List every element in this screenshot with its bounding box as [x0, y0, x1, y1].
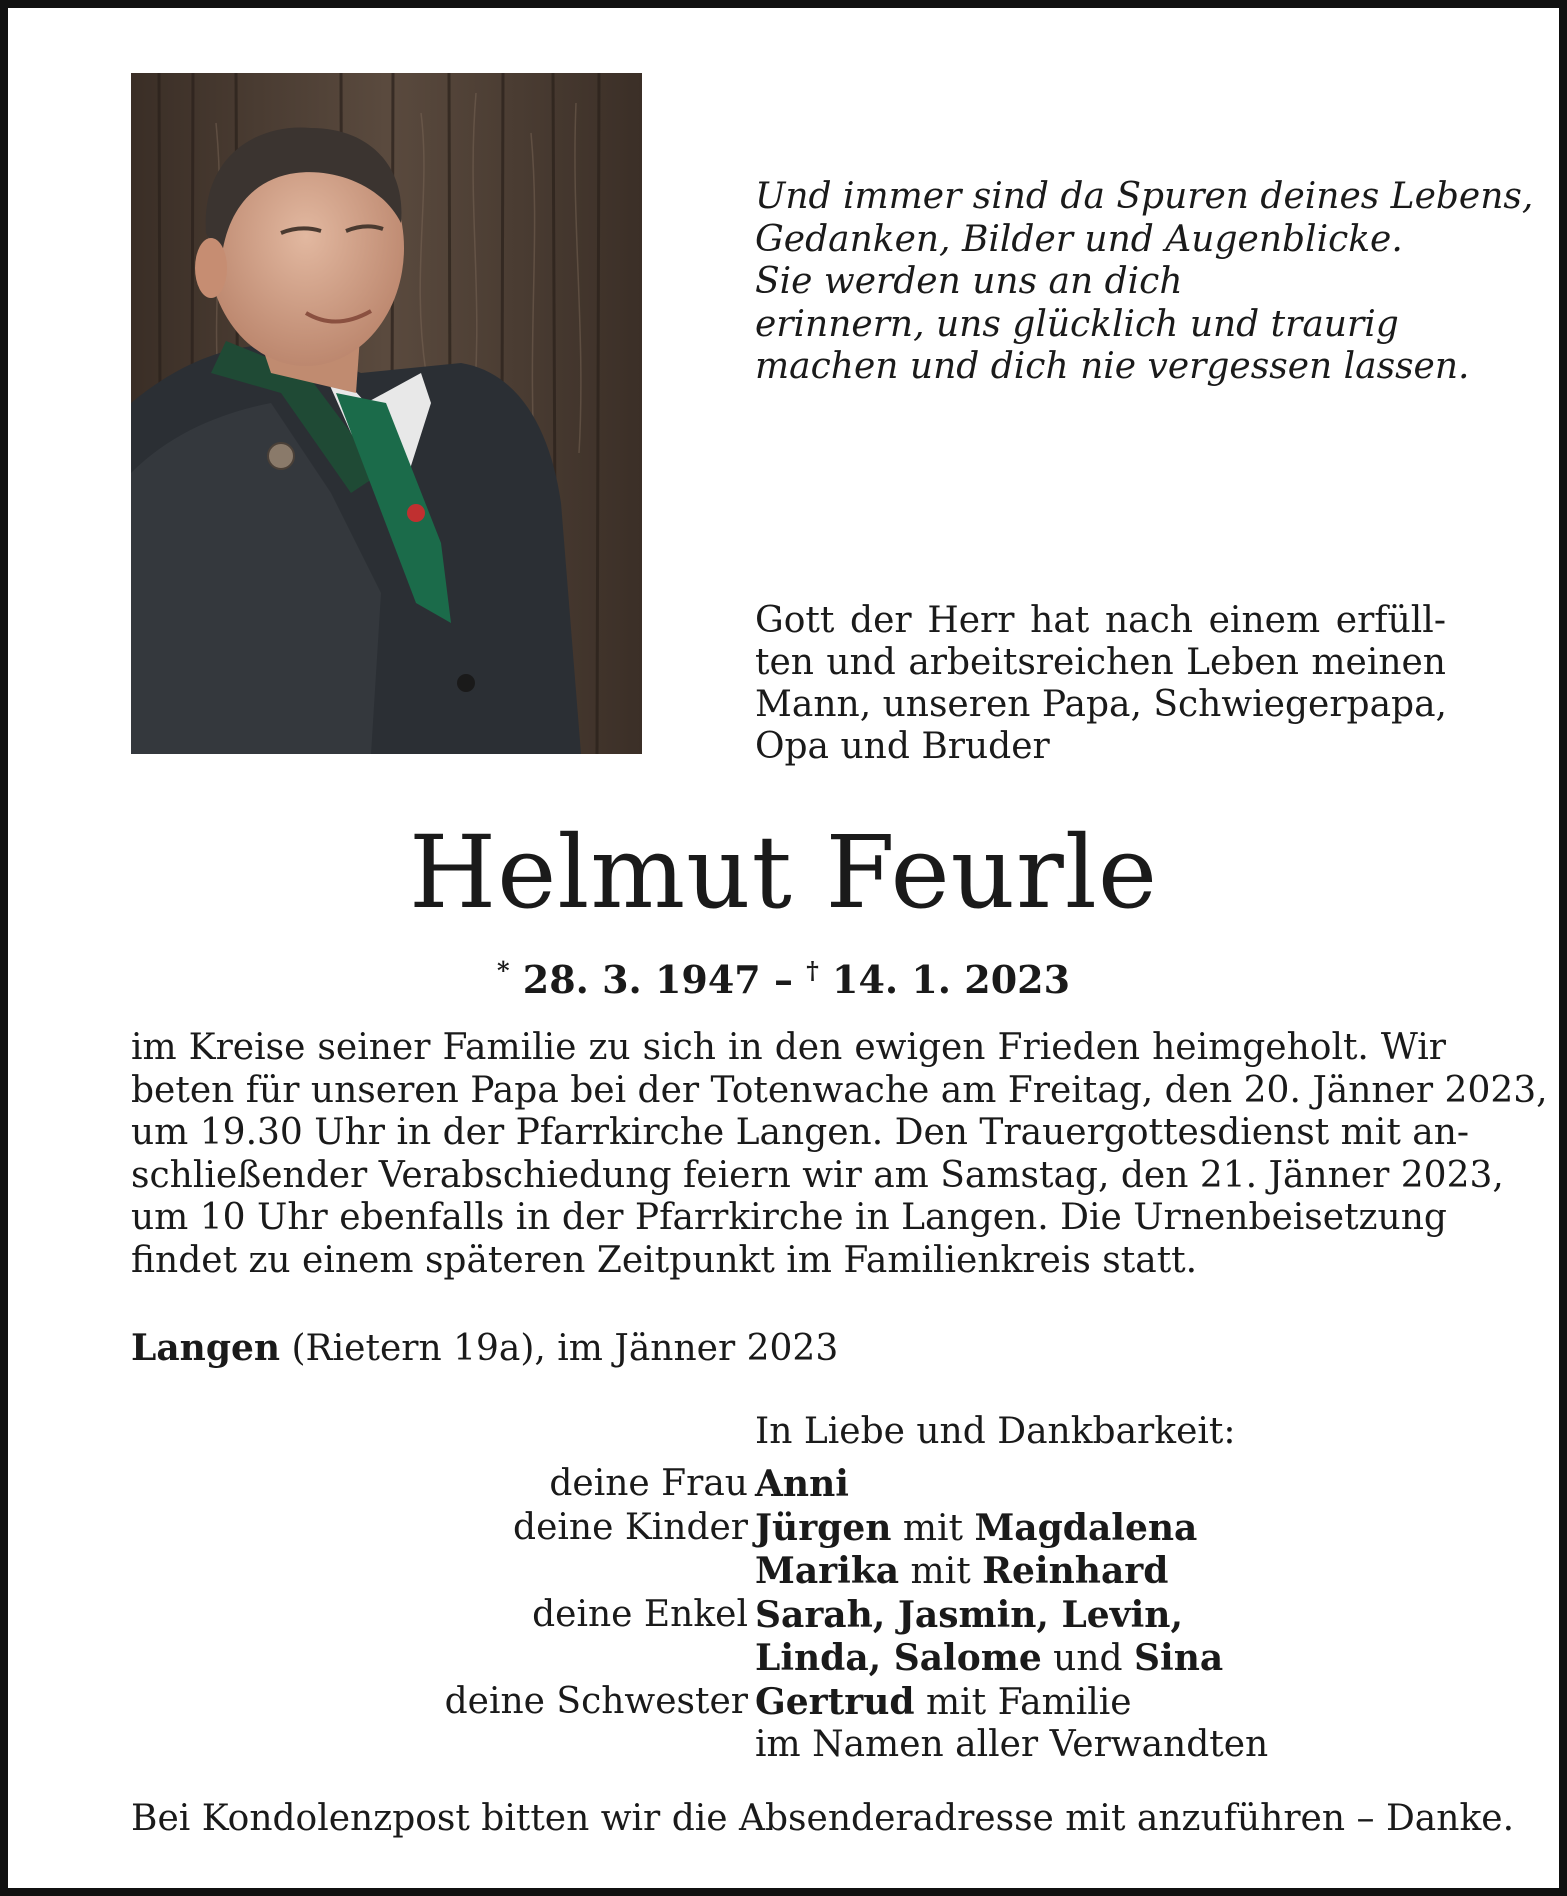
announcement-text [131, 1027, 1548, 1282]
mourner-name: Marika [755, 1550, 900, 1592]
poem-line: machen und dich nie vergessen lassen. [755, 346, 1470, 387]
mourner-name: Jürgen [755, 1506, 892, 1549]
poem-line: erinnern, uns glücklich und traurig [755, 303, 1399, 345]
thanks-line: In Liebe und Dankbarkeit: [755, 1411, 1236, 1452]
body-line: findet zu einem späteren Zeitpunkt im Familienkreis statt. [131, 1239, 1198, 1281]
place-date [131, 1327, 838, 1370]
mourner-name: Linda, Salome [755, 1637, 1042, 1679]
poem-line: Sie werden uns an dich [755, 261, 1183, 302]
relation-label: deine Schwester [444, 1680, 748, 1722]
body-line: beten für unseren Papa bei der Totenwache am Freitag, den 20. Jänner 2023, [131, 1069, 1548, 1111]
mourner-name: Gertrud [755, 1680, 915, 1723]
body-line: um 19.30 Uhr in der Pfarrkirche Langen. Den Trauergottesdienst mit an- [131, 1112, 1470, 1153]
date-dash: – [774, 957, 793, 1002]
mourner-name: Reinhard [982, 1550, 1169, 1592]
intro-line: Mann, unseren Papa, Schwiegerpapa, [755, 684, 1447, 725]
intro-text [755, 600, 1446, 768]
deceased-name: Helmut Feurle [408, 814, 1159, 931]
birth-symbol: * [496, 956, 510, 985]
mourner-name: Magdalena [974, 1506, 1198, 1549]
relation-label: deine Frau [549, 1463, 748, 1504]
connector-text: mit [899, 1551, 983, 1592]
intro-line: Opa und Bruder [755, 726, 1050, 767]
condolence-note: Bei Kondolenzpost bitten wir die Absenderadresse mit anzuführen – Danke. [131, 1798, 1515, 1839]
mourner-row [308, 1507, 1508, 1551]
mourner-row [308, 1724, 1508, 1767]
mourner-name: Sarah, Jasmin, Levin, [755, 1593, 1184, 1636]
portrait-photo [131, 73, 642, 754]
mourner-row [308, 1637, 1508, 1681]
relation-label: deine Kinder [513, 1506, 748, 1548]
life-dates [8, 948, 1559, 1003]
intro-line: ten und arbeitsreichen Leben meinen [755, 642, 1446, 683]
place-rest: (Rietern 19a), im Jänner 2023 [280, 1328, 839, 1369]
body-line: um 10 Uhr ebenfalls in der Pfarrkirche in Langen. Die Urnenbeisetzung [131, 1197, 1447, 1238]
poem-line: Gedanken, Bilder und Augenblicke. [755, 218, 1403, 260]
connector-text: mit [891, 1507, 975, 1549]
relatives-note: im Namen aller Verwandten [755, 1724, 1269, 1765]
poem-verse [755, 176, 1534, 389]
relation-label: deine Enkel [532, 1593, 748, 1635]
mourner-row [308, 1594, 1508, 1638]
birth-date: 28. 3. 1947 [522, 957, 761, 1002]
death-symbol: † [806, 956, 819, 985]
death-date: 14. 1. 2023 [832, 957, 1071, 1002]
poem-line: Und immer sind da Spuren deines Lebens, [755, 176, 1534, 217]
mourner-row [308, 1463, 1508, 1507]
mourner-name: Anni [755, 1463, 849, 1505]
mourners-list [308, 1463, 1508, 1767]
mourner-row [308, 1550, 1508, 1594]
mourner-name: Sina [1134, 1637, 1224, 1679]
town-name: Langen [131, 1327, 281, 1369]
connector-text: und [1041, 1638, 1135, 1679]
connector-text: mit Familie [914, 1681, 1132, 1723]
body-line: schließender Verabschiedung feiern wir am Samstag, den 21. Jänner 2023, [131, 1154, 1504, 1196]
body-line: im Kreise seiner Familie zu sich in den ewigen Frieden heimgeholt. Wir [131, 1027, 1446, 1068]
intro-line: Gott der Herr hat nach einem erfüll- [755, 600, 1446, 641]
mourner-row [308, 1681, 1508, 1725]
